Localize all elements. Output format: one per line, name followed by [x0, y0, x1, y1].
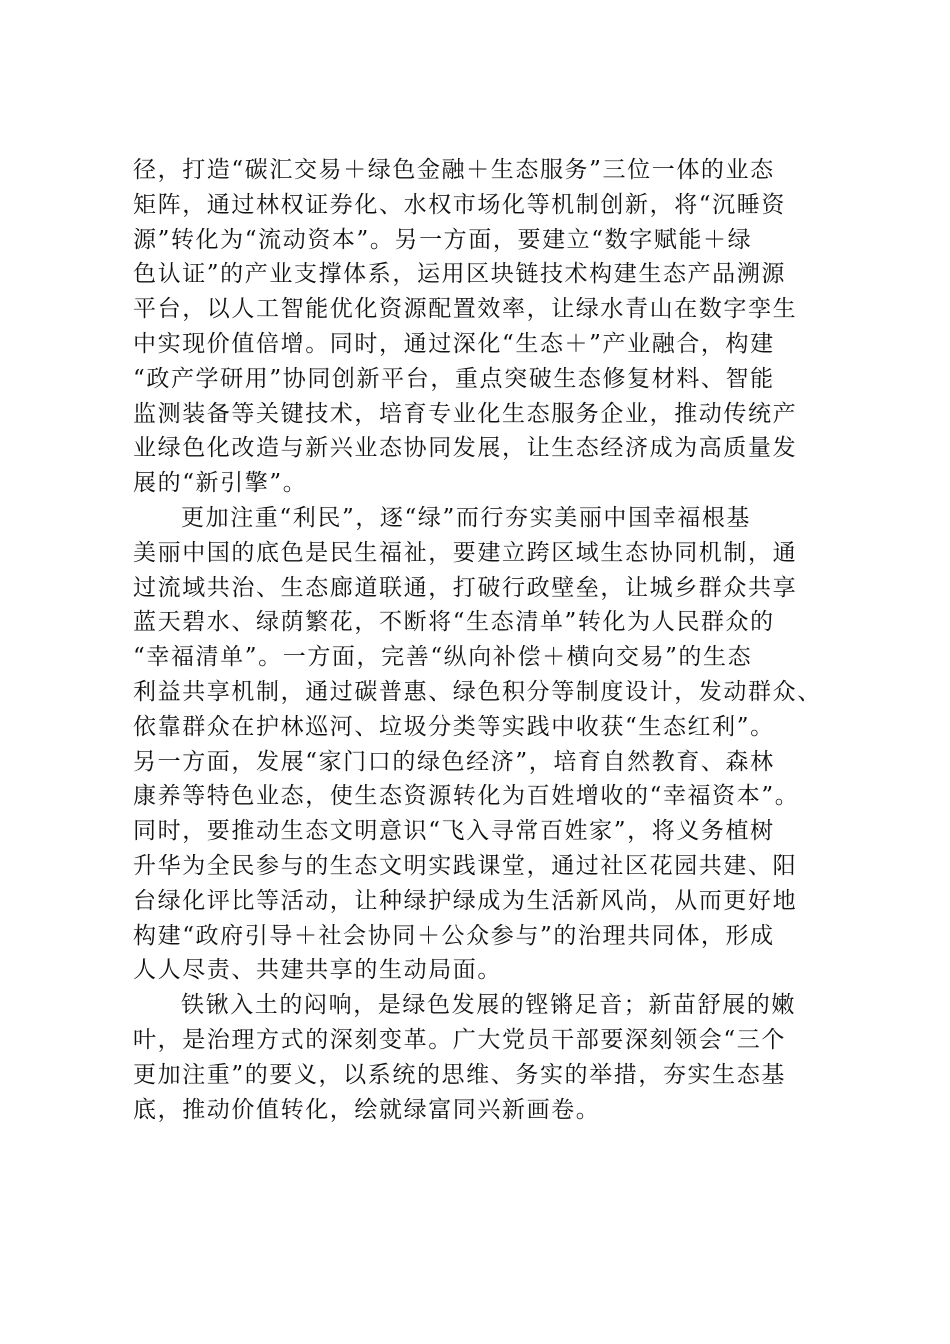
text-line: 升华为全民参与的生态文明实践课堂，通过社区花园共建、阳 [133, 852, 798, 879]
text-line: “幸福清单”。一方面，完善“纵向补偿＋横向交易”的生态 [133, 644, 753, 671]
text-line: 美丽中国的底色是民生福祉，要建立跨区域生态协同机制，通 [133, 539, 798, 566]
text-line: 构建“政府引导＋社会协同＋公众参与”的治理共同体，形成 [133, 922, 775, 949]
text-line: 依靠群众在护林巡河、垃圾分类等实践中收获“生态红利”。 [133, 713, 775, 740]
text-line: “政产学研用”协同创新平台，重点突破生态修复材料、智能 [133, 365, 775, 392]
text-line: 矩阵，通过林权证券化、水权市场化等机制创新，将“沉睡资 [133, 191, 786, 218]
text-line: 另一方面，发展“家门口的绿色经济”，培育自然教育、森林 [133, 748, 775, 775]
text-line: 平台，以人工智能优化资源配置效率，让绿水青山在数字孪生 [133, 296, 798, 323]
text-line: 康养等特色业态，使生态资源转化为百姓增收的“幸福资本”。 [133, 783, 800, 810]
text-line: 径，打造“碳汇交易＋绿色金融＋生态服务”三位一体的业态 [133, 157, 775, 183]
text-line: 同时，要推动生态文明意识“飞入寻常百姓家”，将义务植树 [133, 818, 775, 845]
text-line: 过流域共治、生态廊道联通，打破行政壁垒，让城乡群众共享 [133, 574, 798, 601]
text-line: 监测装备等关键技术，培育专业化生态服务企业，推动传统产 [133, 400, 798, 427]
text-line: 中实现价值倍增。同时，通过深化“生态＋”产业融合，构建 [133, 330, 775, 357]
text-line: 人人尽责、共建共享的生动局面。 [133, 957, 502, 984]
document-body [133, 153, 833, 1127]
text-line: 底，推动价值转化，绘就绿富同兴新画卷。 [133, 1096, 601, 1123]
paragraph-start-line: 铁锹入土的闷响，是绿色发展的铿锵足音；新苗舒展的嫩 [181, 992, 796, 1019]
text-line: 叶，是治理方式的深刻变革。广大党员干部要深刻领会“三个 [133, 1026, 786, 1053]
text-line: 台绿化评比等活动，让种绿护绿成为生活新风尚，从而更好地 [133, 887, 798, 914]
text-line: 展的“新引擎”。 [133, 470, 308, 497]
text-line: 利益共享机制，通过碳普惠、绿色积分等制度设计，发动群众、 [133, 678, 822, 705]
text-line: 蓝天碧水、绿荫繁花，不断将“生态清单”转化为人民群众的 [133, 609, 775, 636]
section-heading-line: 更加注重“利民”，逐“绿”而行夯实美丽中国幸福根基 [181, 504, 752, 531]
text-line: 更加注重”的要义，以系统的思维、务实的举措，夯实生态基 [133, 1061, 786, 1088]
text-line: 源”转化为“流动资本”。另一方面，要建立“数字赋能＋绿 [133, 226, 753, 253]
text-line: 业绿色化改造与新兴业态协同发展，让生态经济成为高质量发 [133, 435, 798, 462]
text-line: 色认证”的产业支撑体系，运用区块链技术构建生态产品溯源 [133, 261, 786, 288]
